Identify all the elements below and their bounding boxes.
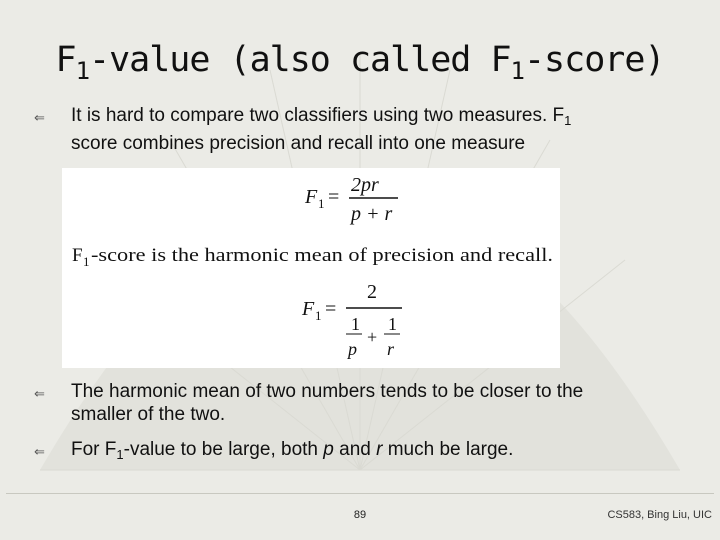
bullet-arrow-icon: ⇐: [34, 110, 45, 125]
formula1-equals: =: [328, 186, 340, 208]
formula1-numerator: 2pr: [351, 174, 379, 196]
formula-sentence-sub: 1: [83, 254, 90, 269]
formula2-small-den-b: r: [387, 339, 395, 359]
footer-divider: [6, 493, 714, 494]
formula-image: [62, 168, 560, 368]
formula2-lhs-sub: 1: [315, 308, 322, 323]
bullet-arrow-icon: ⇐: [34, 386, 45, 401]
formula2-small-num-b: 1: [388, 314, 397, 334]
formula2-equals: =: [325, 298, 337, 320]
slide-title: $F_1$-value (also called $F_1-score$): [55, 40, 665, 85]
page-number: 89: [353, 509, 367, 521]
formula2-plus: +: [367, 327, 378, 347]
footer-credit: CS583, Bing Liu, UIC: [607, 509, 712, 521]
formula2-small-num-a: 1: [351, 314, 360, 334]
formula1-lhs: F: [305, 186, 318, 208]
formula-sentence-a: F: [72, 245, 83, 266]
bullet-2-text: The harmonic mean of two numbers tends to be closer to the smaller of the two.: [71, 381, 584, 425]
formula1-lhs-sub: 1: [318, 196, 325, 211]
formula2-small-den-a: p: [348, 339, 357, 359]
formula1-denominator: p + r: [351, 203, 393, 225]
bullet-3-text: For $F_1$-value to be large, both p and r much be large.: [71, 439, 514, 462]
formula2-numerator: 2: [367, 281, 377, 303]
formula2-lhs: F: [302, 298, 315, 320]
formula-sentence-b: -score is the harmonic mean of precision and recall.: [91, 245, 553, 266]
bullet-1-text: It is hard to compare two classifiers using two measures. $F_1$ score combines precision and recall into one measure: [71, 105, 572, 154]
bullet-arrow-icon: ⇐: [34, 444, 45, 459]
